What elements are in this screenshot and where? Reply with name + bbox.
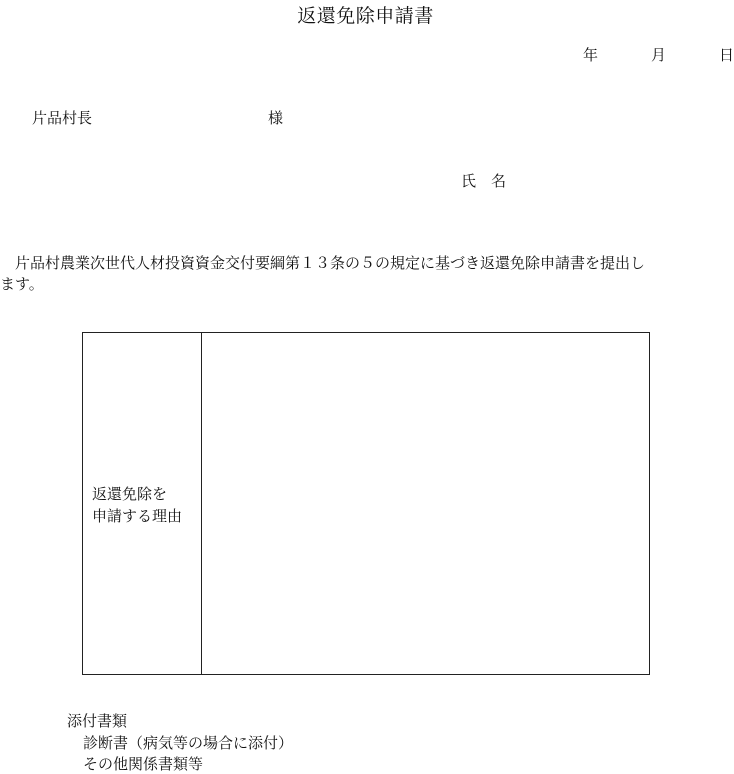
date-day-label: 日 <box>719 46 734 64</box>
reason-table <box>82 332 650 675</box>
addressee-honorific: 様 <box>268 109 284 127</box>
attachment-item-diagnosis: 診断書（病気等の場合に添付） <box>83 734 294 752</box>
date-year-label: 年 <box>583 46 599 64</box>
date-month-label: 月 <box>651 46 667 64</box>
reason-label <box>92 483 182 527</box>
document-title: 返還免除申請書 <box>297 5 434 27</box>
body-line-2: ます。 <box>0 275 44 293</box>
attachment-item-other: その他関係書類等 <box>83 755 204 773</box>
reason-label-line-1: 返還免除を <box>92 485 168 503</box>
reason-label-line-2: 申請する理由 <box>92 507 183 525</box>
addressee-name: 片品村長 <box>32 109 93 127</box>
reason-content-cell[interactable] <box>202 333 649 674</box>
body-paragraph <box>0 253 731 295</box>
applicant-name-label: 氏 名 <box>461 172 507 190</box>
body-line-1: 片品村農業次世代人材投資資金交付要綱第１３条の５の規定に基づき返還免除申請書を提出し <box>0 254 646 272</box>
attachments-title: 添付書類 <box>67 712 128 730</box>
